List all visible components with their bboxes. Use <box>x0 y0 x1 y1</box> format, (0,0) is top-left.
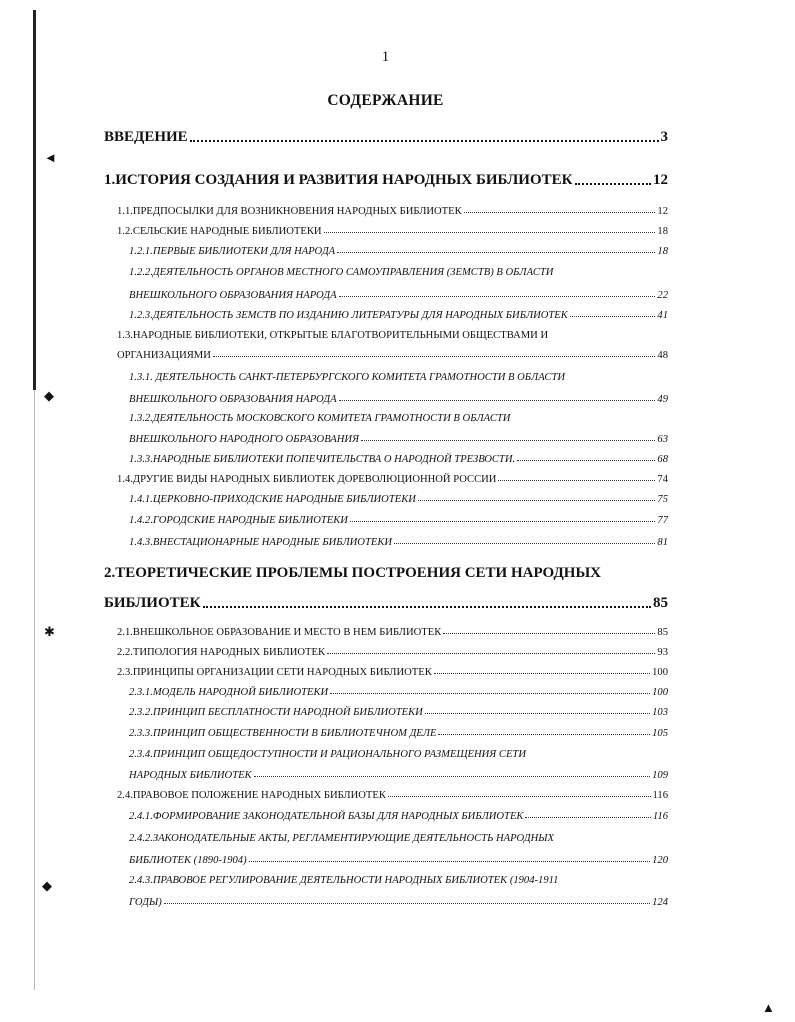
toc-entry[interactable] <box>129 310 668 321</box>
toc-entry-page: 85 <box>653 595 668 611</box>
toc-entry-first-line: 2.4.3.ПРАВОВОЕ РЕГУЛИРОВАНИЕ ДЕЯТЕЛЬНОСТИ НАРОДНЫХ БИБЛИОТЕК (1904-1911 <box>129 875 559 886</box>
toc-entry-title: 1.2.СЕЛЬСКИЕ НАРОДНЫЕ БИБЛИОТЕКИ <box>117 226 322 237</box>
toc-entry[interactable] <box>129 855 668 866</box>
toc-entry[interactable] <box>104 595 668 612</box>
toc-entry-page: 74 <box>657 474 668 485</box>
toc-dot-leader <box>438 733 650 735</box>
scan-mark: ✱ <box>44 624 55 639</box>
scan-page-edge <box>33 10 36 390</box>
scan-mark: ◆ <box>42 878 52 893</box>
toc-entry-title: 1.4.3.ВНЕСТАЦИОНАРНЫЕ НАРОДНЫЕ БИБЛИОТЕКИ <box>129 537 393 548</box>
toc-entry[interactable] <box>129 687 668 698</box>
toc-dot-leader <box>330 692 650 694</box>
toc-entry-title: 1.3.3.НАРОДНЫЕ БИБЛИОТЕКИ ПОПЕЧИТЕЛЬСТВА О НАРОДНОЙ ТРЕЗВОСТИ. <box>129 454 516 465</box>
toc-entry-first-line: 1.3.НАРОДНЫЕ БИБЛИОТЕКИ, ОТКРЫТЫЕ БЛАГОТВОРИТЕЛЬНЫМИ ОБЩЕСТВАМИ И <box>117 330 549 341</box>
toc-dot-leader <box>517 459 655 461</box>
toc-entry[interactable] <box>104 172 668 189</box>
toc-entry-page: 103 <box>652 707 668 718</box>
toc-entry-title: 2.4.1.ФОРМИРОВАНИЕ ЗАКОНОДАТЕЛЬНОЙ БАЗЫ ДЛЯ НАРОДНЫХ БИБЛИОТЕК <box>129 811 524 822</box>
toc-entry-title: 1.4.2.ГОРОДСКИЕ НАРОДНЫЕ БИБЛИОТЕКИ <box>129 515 348 526</box>
toc-entry-page: 18 <box>657 246 668 257</box>
toc-entry[interactable] <box>117 627 668 638</box>
toc-entry[interactable] <box>129 494 668 505</box>
scan-page-edge-faint <box>34 390 35 990</box>
toc-entry[interactable] <box>117 226 668 237</box>
toc-entry-page: 81 <box>657 537 668 548</box>
scan-mark: ◄ <box>44 150 57 165</box>
toc-entry[interactable] <box>117 350 668 361</box>
toc-entry-first-line: 1.2.2.ДЕЯТЕЛЬНОСТЬ ОРГАНОВ МЕСТНОГО САМОУПРАВЛЕНИЯ (ЗЕМСТВ) В ОБЛАСТИ <box>129 267 554 278</box>
toc-entry-page: 22 <box>657 290 668 301</box>
toc-entry[interactable] <box>129 770 668 781</box>
toc-entry-title: БИБЛИОТЕК (1890-1904) <box>129 855 247 866</box>
toc-entry-page: 75 <box>657 494 668 505</box>
toc-entry-page: 41 <box>657 310 668 321</box>
toc-dot-leader <box>575 182 652 185</box>
toc-entry[interactable] <box>117 647 668 658</box>
toc-entry-title: ВНЕШКОЛЬНОГО ОБРАЗОВАНИЯ НАРОДА <box>129 290 337 301</box>
toc-entry-title: 2.4.ПРАВОВОЕ ПОЛОЖЕНИЕ НАРОДНЫХ БИБЛИОТЕК <box>117 790 386 801</box>
toc-entry-title: ОРГАНИЗАЦИЯМИ <box>117 350 211 361</box>
toc-entry[interactable] <box>129 394 668 405</box>
toc-entry-title: 1.1.ПРЕДПОСЫЛКИ ДЛЯ ВОЗНИКНОВЕНИЯ НАРОДНЫХ БИБЛИОТЕК <box>117 206 462 217</box>
toc-entry-page: 100 <box>652 667 668 678</box>
toc-entry[interactable] <box>129 434 668 445</box>
toc-dot-leader <box>388 795 651 797</box>
toc-entry-title: 2.3.3.ПРИНЦИП ОБЩЕСТВЕННОСТИ В БИБЛИОТЕЧНОМ ДЕЛЕ <box>129 728 437 739</box>
toc-entry[interactable] <box>129 515 668 526</box>
toc-dot-leader <box>394 542 655 544</box>
toc-entry[interactable] <box>129 290 668 301</box>
toc-entry[interactable] <box>117 206 668 217</box>
toc-dot-leader <box>525 816 650 818</box>
toc-dot-leader <box>203 605 651 608</box>
toc-dot-leader <box>190 139 659 142</box>
toc-entry[interactable] <box>129 728 668 739</box>
toc-entry-title: ГОДЫ) <box>129 897 162 908</box>
toc-entry-first-line: 2.4.2.ЗАКОНОДАТЕЛЬНЫЕ АКТЫ, РЕГЛАМЕНТИРУЮЩИЕ ДЕЯТЕЛЬНОСТЬ НАРОДНЫХ <box>129 833 554 844</box>
toc-entry-title: 2.3.1.МОДЕЛЬ НАРОДНОЙ БИБЛИОТЕКИ <box>129 687 329 698</box>
toc-entry-title: 2.2.ТИПОЛОГИЯ НАРОДНЫХ БИБЛИОТЕК <box>117 647 326 658</box>
toc-entry[interactable] <box>129 707 668 718</box>
toc-dot-leader <box>339 295 656 297</box>
toc-entry-page: 116 <box>652 811 668 822</box>
toc-entry-title: ВНЕШКОЛЬНОГО ОБРАЗОВАНИЯ НАРОДА <box>129 394 337 405</box>
toc-entry-page: 109 <box>652 770 668 781</box>
toc-entry[interactable] <box>104 129 668 146</box>
toc-dot-leader <box>164 902 650 904</box>
toc-entry-page: 100 <box>652 687 668 698</box>
toc-entry-page: 105 <box>652 728 668 739</box>
toc-dot-leader <box>337 251 655 253</box>
toc-dot-leader <box>498 479 655 481</box>
toc-entry-title: ВВЕДЕНИЕ <box>104 129 188 145</box>
toc-entry-title: 2.3.2.ПРИНЦИП БЕСПЛАТНОСТИ НАРОДНОЙ БИБЛИОТЕКИ <box>129 707 423 718</box>
toc-entry-page: 68 <box>657 454 668 465</box>
toc-entry[interactable] <box>117 790 668 801</box>
toc-entry[interactable] <box>129 454 668 465</box>
toc-entry-page: 120 <box>652 855 668 866</box>
toc-entry[interactable] <box>117 474 668 485</box>
toc-entry-title: НАРОДНЫХ БИБЛИОТЕК <box>129 770 252 781</box>
toc-entry-title: БИБЛИОТЕК <box>104 595 201 611</box>
toc-dot-leader <box>327 652 655 654</box>
toc-entry-title: 2.1.ВНЕШКОЛЬНОЕ ОБРАЗОВАНИЕ И МЕСТО В НЕМ БИБЛИОТЕК <box>117 627 442 638</box>
toc-dot-leader <box>443 632 655 634</box>
scan-mark: ▲ <box>762 1000 775 1015</box>
toc-entry-title: 1.ИСТОРИЯ СОЗДАНИЯ И РАЗВИТИЯ НАРОДНЫХ БИБЛИОТЕК <box>104 172 573 188</box>
toc-dot-leader <box>434 672 650 674</box>
toc-entry-title: 1.2.1.ПЕРВЫЕ БИБЛИОТЕКИ ДЛЯ НАРОДА <box>129 246 336 257</box>
scan-mark: ◆ <box>44 388 54 403</box>
toc-entry[interactable] <box>129 246 668 257</box>
toc-entry-page: 85 <box>657 627 668 638</box>
toc-dot-leader <box>361 439 655 441</box>
toc-dot-leader <box>324 231 656 233</box>
toc-entry[interactable] <box>129 537 668 548</box>
toc-title: СОДЕРЖАНИЕ <box>327 92 444 109</box>
toc-entry[interactable] <box>129 897 668 908</box>
toc-entry-page: 93 <box>657 647 668 658</box>
toc-dot-leader <box>213 355 656 357</box>
toc-entry-title: 1.4.1.ЦЕРКОВНО-ПРИХОДСКИЕ НАРОДНЫЕ БИБЛИОТЕКИ <box>129 494 416 505</box>
toc-entry-page: 12 <box>657 206 668 217</box>
toc-entry-title: 1.4.ДРУГИЕ ВИДЫ НАРОДНЫХ БИБЛИОТЕК ДОРЕВОЛЮЦИОННОЙ РОССИИ <box>117 474 497 485</box>
toc-dot-leader <box>418 499 656 501</box>
page-number: 1 <box>381 49 390 65</box>
toc-entry[interactable] <box>129 811 668 822</box>
toc-entry-page: 77 <box>657 515 668 526</box>
toc-entry-first-line: 2.3.4.ПРИНЦИП ОБЩЕДОСТУПНОСТИ И РАЦИОНАЛЬНОГО РАЗМЕЩЕНИЯ СЕТИ <box>129 749 526 760</box>
toc-entry-title: 2.3.ПРИНЦИПЫ ОРГАНИЗАЦИИ СЕТИ НАРОДНЫХ БИБЛИОТЕК <box>117 667 432 678</box>
toc-entry-page: 49 <box>657 394 668 405</box>
toc-entry-first-line: 1.3.1. ДЕЯТЕЛЬНОСТЬ САНКТ-ПЕТЕРБУРГСКОГО КОМИТЕТА ГРАМОТНОСТИ В ОБЛАСТИ <box>129 372 566 383</box>
toc-dot-leader <box>464 211 656 213</box>
toc-entry-title: ВНЕШКОЛЬНОГО НАРОДНОГО ОБРАЗОВАНИЯ <box>129 434 360 445</box>
toc-entry-page: 18 <box>657 226 668 237</box>
toc-entry-page: 48 <box>657 350 668 361</box>
toc-entry-page: 63 <box>657 434 668 445</box>
toc-entry-page: 12 <box>653 172 668 188</box>
toc-entry-page: 3 <box>660 129 668 145</box>
toc-entry-page: 124 <box>652 897 668 908</box>
toc-dot-leader <box>249 860 650 862</box>
toc-dot-leader <box>339 399 656 401</box>
toc-entry-title: 1.2.3.ДЕЯТЕЛЬНОСТЬ ЗЕМСТВ ПО ИЗДАНИЮ ЛИТЕРАТУРЫ ДЛЯ НАРОДНЫХ БИБЛИОТЕК <box>129 310 568 321</box>
toc-entry-first-line: 1.3.2.ДЕЯТЕЛЬНОСТЬ МОСКОВСКОГО КОМИТЕТА ГРАМОТНОСТИ В ОБЛАСТИ <box>129 413 511 424</box>
toc-entry[interactable] <box>117 667 668 678</box>
toc-dot-leader <box>254 775 651 777</box>
toc-dot-leader <box>570 315 656 317</box>
toc-entry-first-line: 2.ТЕОРЕТИЧЕСКИЕ ПРОБЛЕМЫ ПОСТРОЕНИЯ СЕТИ НАРОДНЫХ <box>104 565 602 581</box>
toc-dot-leader <box>425 712 650 714</box>
toc-entry-page: 116 <box>652 790 668 801</box>
toc-dot-leader <box>350 520 655 522</box>
